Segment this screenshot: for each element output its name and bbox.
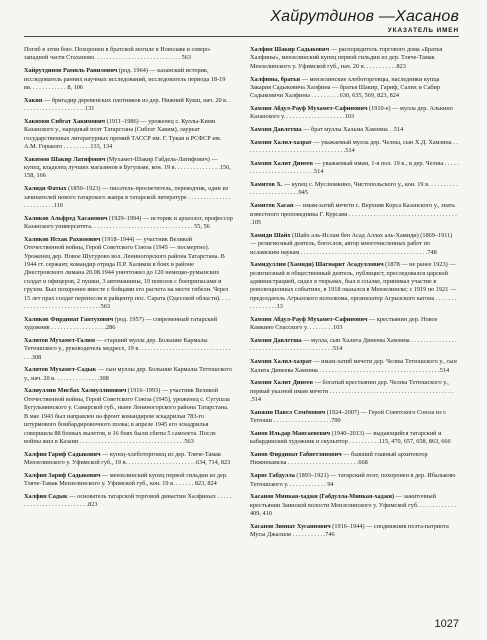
index-entry-description: (1929–1994) — историк и археолог, профессор Казанского университета. . . . . . . . . . . . . . . . . . . . . . . . . . . . . . . . . 55, 56 — [24, 214, 233, 231]
index-entry-name: Хасанов Минкая-хаджи (Габдулла-Минкая-хаджи) — [250, 493, 395, 501]
index-entry-name: Халиков Фирдинат Гантухович — [24, 315, 114, 323]
index-entry — [24, 493, 233, 510]
index-entry-description: — крестьянин дер. Новое Камкино Спасского у. . . . . . . . .103 — [250, 315, 438, 332]
index-entry-description: (1916–1993) — участник Великой Отечественной войны, Герой Советского Союза (1945), уроженец с. Сугушла Бугульминского у. Самарской губ., ныне Лениногорского района Татарстана. В мае 1943 был направлен на фронт командиром эскадрильи 783-го штурмового бомбардировочного полка; в апреле 1945 его эскадрилья совершила 88 боевых вылетов, в 16 боях были сбиты 5 самолета. После войны жил в Казани . . . . . . . . . . . . . . . . . . . . . . . . . . . . . . . . . .563 — [24, 387, 230, 445]
index-entry — [24, 337, 233, 362]
index-entry-text — [250, 126, 459, 134]
index-entry-name: Хакимов Сибгат Хакимович — [24, 117, 106, 125]
index-entry-text — [250, 160, 459, 177]
index-entry — [250, 451, 459, 468]
index-entry — [24, 46, 233, 63]
index-entry-description: (Мухамет-Шакир Габдель-Латифович) — купец, владелец лучших магазинов в Бугульме, кон. 19 в. . . . . . . . . . . . . . .156, 158, 166 — [24, 155, 231, 180]
index-entry-description: — купец с. Муслюмкино, Чистопольского у., кон. 19 в. . . . . . . . . . . . . . . . . . . . . . . . . .945 — [250, 181, 458, 197]
index-entry-name: Хамзин Халил-хазрат — [250, 358, 312, 366]
index-entry-text — [24, 118, 233, 152]
index-entry-text — [24, 236, 233, 312]
index-entry — [24, 387, 233, 446]
index-entry-text — [24, 316, 233, 333]
index-entry-description: — распорядитель торгового дома «Братья Халфины», мензелинский купец первой гильдии из дер. Тляче-Тамак Мензелинского у. Уфимской губ., нач. 20 в. . . . . . . . . . .823 — [250, 46, 443, 70]
index-entry-text — [250, 451, 459, 468]
index-entry-description: — бывший главный архитектор Нижнекамска . . . . . . . . . . . . . . . . . . . . . . .668 — [250, 451, 428, 467]
index-entry-name: Ханжин Павел Семёнович — [250, 408, 326, 416]
index-entry-description: — уважаемый мулла дер. Челны, сын Х.Д. Хамзина . . . . . . . . . . . . . . . . . . . . . . . . . . . . . . . . .514 — [250, 138, 458, 155]
index-entry-description: (род. 1964) — казанский историк, исследователь ранних научных исследований, исследователь периода 18-19 вв. . . . . . . . . . . . 8, 106 — [24, 67, 226, 91]
index-entry-description: — брат муллы Хальма Хамзина . .514 — [303, 126, 404, 134]
index-entry-description: — мулла, сын Халита Динеева Хамзина . . . . . . . . . . . . . . . . . . . . . . . . . . . . . . . . . . . . . . . . . .514 — [250, 337, 457, 353]
index-entry-description: — старший мулла дер. Большие Кармалы Тетюшского у., руководитель медресе, 19 в. . . . . . . . . . . . . . . . . . . . . . . . . . . . . . . . .308 — [24, 336, 231, 361]
index-entry — [250, 202, 459, 227]
index-entry-text — [250, 46, 459, 71]
index-entry-text — [250, 232, 459, 257]
index-entry-text — [24, 156, 233, 181]
index-entry — [250, 181, 459, 198]
index-entry — [250, 379, 459, 404]
index-entry — [250, 337, 459, 354]
index-entry-name: Хакин — [24, 96, 43, 104]
index-entry-name: Халитов Мухамет-Садык — [24, 366, 97, 374]
index-entry — [250, 523, 459, 540]
index-entry-text — [24, 493, 233, 510]
index-entry — [250, 46, 459, 71]
index-entry — [24, 451, 233, 468]
index-entry-text — [24, 472, 233, 489]
index-entry-name: Хамзин Халит Динеев — [250, 159, 314, 167]
index-entry-text — [250, 337, 459, 354]
index-entry — [24, 472, 233, 489]
index-entry-description: (1911–1986) — уроженец с. Куллы-Кими Казанского у., народный поэт Татарстана (Сибгат Хаким), лауреат государственных литературных премий ТАССР им. Г. Тукая и РСФСР им. А.М. Горького . . . . . . . . .133, 134 — [24, 117, 222, 150]
index-entry-description: — зажиточный крестьянин Заинской волости Мензелинского у. Уфимской губ. . . . . . . . . . . . . 409, 410 — [250, 493, 456, 518]
index-entry-name: Халфин Гариф Садыкович — [24, 450, 101, 458]
index-entry-text — [24, 337, 233, 362]
index-entry-text — [250, 409, 459, 426]
index-entry-text — [250, 523, 459, 540]
index-entry-name: Хамзин Давлетша — [250, 126, 302, 134]
index-entry-name: Халиков Исхак Рахимович — [24, 235, 101, 243]
index-entry-name: Халитов Мухамет-Галим — [24, 336, 95, 344]
index-entry — [250, 493, 459, 518]
index-entry — [24, 215, 233, 232]
index-entry-description: — основатель татарской торговой династии Халфиных . . . . . . . . . . . . . . . . . . . . . . . . . .823 — [24, 492, 232, 509]
index-entry-name: Хакимов Шакир Латифович — [24, 155, 106, 163]
index-entry-text — [250, 430, 459, 447]
index-entry-description: — имам-хатиб мечети с. Верхняя Корса Казанского у., знать известного проповедника Г. Курсави . . . . . . . . . . . . . . . . . . . . . . . . . . . . . . . . . . . .105 — [250, 202, 457, 226]
index-entry-description: Погиб в этом бою. Похоронен в братской могиле в Новолаве в северо-западной части Стаханово. . . . . . . . . . . . . . . . . . . . . . . . . . . . 563 — [24, 46, 212, 62]
index-entry-name: Хасанов Зиннат Хусаинович — [250, 522, 331, 530]
index-entry-name: Хамидуллин (Хамиди) Шагиарит Асадуллович — [250, 261, 384, 269]
index-entry-text — [250, 181, 459, 198]
index-entry-description: — мензелинский купец первой гильдии из дер. Тляче-Тамак Мензелинского у. Уфимской губ., кон. 19 в. . . . . . . 823, 824 — [24, 471, 228, 488]
index-entry-description: — купец-хлеботорговец из дер. Тляче-Тамак Мензелинского у. Уфимской губ., 19 в. . . . . . . . . . . . . . . . . . . . . . .634, 714, 823 — [24, 450, 231, 467]
index-entry-text — [24, 451, 233, 468]
index-entry-text — [250, 261, 459, 311]
index-entry — [250, 316, 459, 333]
index-entry-name: Хайрутдинов Рамиль Раиилович — [24, 67, 118, 75]
index-entry-description: — богатый крестьянин дер. Челны Тетюшского у., первый указной имам мечети . . . . . . . . . . . . . . . . . . . . . . . . . . . . . . . . . . . . . . . . .514 — [250, 379, 454, 404]
index-entry-text — [250, 202, 459, 227]
index-entry-name: Хамитов Х. — [250, 181, 283, 189]
index-entry-text — [250, 472, 459, 489]
index-entry-name: Хамитов Хасан — [250, 202, 294, 210]
index-entry-description: (1893–1921) — татарский поэт, похоронен в дер. Ибальково Тетюшского у. . . . . . . . . . . . . 94 — [250, 472, 456, 488]
index-entry-description: (1916–1944) — сподвижник поэта-патриота Мусы Джалиля . . . . . . . . . . .746 — [250, 522, 449, 539]
index-entry — [250, 261, 459, 311]
section-label: УКАЗАТЕЛЬ ИМЕН — [387, 27, 459, 34]
running-title: Хайрутдинов —Хасанов — [270, 8, 459, 25]
index-entry-text — [250, 379, 459, 404]
index-entry-description: (1918–1944) — участник Великой Отечественной войны, Герой Советского Союза (1945 — посмертно). Уроженец дер. Новое Шугурово вол. Лениногорского района Татарстана. В 1944 гг. сержант, командир отряда П.Р. Халиков в боях в районе Днестровского лимана 20.08.1944 уничтожил до 120 немецко-румынских солдат и офицеров, 2 пушки, 3 автомашины, 19 повозок с боеприпасами и грузом. Был похоронен вместе с бойцами его расчета на месте гибели. Через 15 лет прах солдат перенесли в райцентр пос. Сарата (Одесской области). . . . . . . . . . . . . . . . . . . . . . . . . . . . .563 — [24, 235, 230, 311]
index-entry-description: — уважаемый имам, 1-я пол. 19 в., в дер. Челны . . . . . . . . . . . . . . . . . . . . . . . . . .514 — [250, 159, 459, 176]
index-entry — [250, 139, 459, 156]
index-entry-text — [250, 358, 459, 375]
index-entry-name: Халфин Шакир Садыкович — [250, 46, 330, 53]
index-entry — [24, 156, 233, 181]
index-entry-text — [24, 215, 233, 232]
index-entry-name: Халиуллин Мисбах Халиуллинович — [24, 387, 127, 395]
index-column-right — [250, 46, 459, 544]
index-entry-name: Хамзин Давлетша — [250, 337, 302, 345]
index-entry — [24, 118, 233, 152]
index-entry — [250, 126, 459, 134]
index-entry-text — [24, 185, 233, 210]
index-entry-description: (1878 — не ранее 1923) — религиозный и общественный деятель, публицист, преследовался царской администрацией, сидел в тюрьмах, был в ссылке, принимал участие в революционных событиях, в 1918 оказался в Мензелинске; с 1919 по 1921 — председатель Агрызского исполкома, организатор Агрызского катона . . . . . . . . . . . . . . . .13 — [250, 261, 457, 311]
index-entry — [24, 97, 233, 114]
index-entry-description: (1910-е) — мулла дер. Алькино Казанского у. . . . . . . . . . . . . . . . . . . .103 — [250, 105, 453, 121]
index-entry-name: Хамзин Халил-хазрат — [250, 138, 312, 146]
index-entry-text — [24, 97, 233, 114]
index-entry-description: (Шайх аль-Ислам бен Асад Аллах аль-Хамиди) (1869–1911) — религиозный деятель, богослов, автор многочисленных работ по исламским наукам . . . . . . . . . . . . . . . . . . . . . . . . . . . . . . . . . . . . . . . . .748 — [250, 231, 453, 256]
index-entry-name: Ханов Фирдинат Габиетзянович — [250, 451, 342, 458]
index-entry-description: (род. 1957) — современный татарский художник . . . . . . . . . . . . . . . . . .286 — [24, 315, 218, 332]
index-entry-text — [24, 366, 233, 383]
index-entry-name: Харис Габдулла — [250, 472, 295, 480]
index-entry — [250, 232, 459, 257]
index-entry — [24, 366, 233, 383]
index-entry — [250, 358, 459, 375]
index-entry — [24, 185, 233, 210]
index-entry-name: Халиков Альфред Хасанович — [24, 214, 108, 222]
index-entry-name: Халфины, братья — [250, 75, 301, 83]
index-column-left — [24, 46, 233, 514]
index-entry — [24, 67, 233, 92]
index-entry — [24, 236, 233, 312]
index-entry — [250, 430, 459, 447]
index-entry-description: — сын муллы дер. Большие Кармалы Тетюшского у., нач. 20 в. . . . . . . . . . . . . . .308 — [24, 366, 232, 382]
index-entry-text — [250, 76, 459, 101]
index-entry-text — [24, 67, 233, 92]
running-header — [24, 6, 459, 37]
index-entry-text — [250, 493, 459, 518]
index-entry-description: (1940–2013) — выдающийся татарский и кабардинский художник и скульптор . . . . . . . . . .115, 470, 657, 658, 863, 666 — [250, 429, 451, 446]
index-entry-description: (1850–1923) — писатель-просветитель, переводчик, один из зачинателей нового татарского жанра в татарской литературе . . . . . . . . . . . . . . . . . . . . . . . .110 — [24, 185, 231, 209]
index-entry — [250, 76, 459, 101]
index-entry-name: Халфин Садык — [24, 492, 68, 500]
index-entry-name: Ханов Ильдар Мансаевевич — [250, 429, 331, 437]
index-entry-name: Хамзин Абдул-Рауф Мухамет-Сафинович — [250, 315, 368, 323]
page-number: 1027 — [434, 618, 459, 630]
index-entry-text — [24, 46, 233, 63]
index-entry-description: — мензелинские хлеботорговцы, наследники купца Закария Садыковича Халфина — братья Шакир, Гариф, Салих и Сабир Садыковичи Халфины . . . . . . . . . 630, 635, 569, 823, 824 — [250, 75, 440, 100]
index-entry — [250, 472, 459, 489]
index-entry-description: — бригадир деревенских плотников из дер. Нижний Кукш, нач. 20 в. . . . . . . . . . . . . . . . . . . . . .131 — [24, 96, 231, 113]
index-entry-name: Халфин Зариф Садыкович — [24, 471, 101, 479]
index-entry-name: Хамзин Абдул-Рауф Мухамет-Сафинович — [250, 105, 368, 113]
index-entry-text — [24, 387, 233, 446]
index-entry-name: Хамиди Шайх — [250, 231, 291, 239]
index-entry — [24, 316, 233, 333]
index-entry-text — [250, 139, 459, 156]
index-entry-description: — имам-хатиб мечети дер. Челны Тетюшского у., сын Халита Динеева Хамзина . . . . . . . . . . . . . . . . . . . . . . . . . . . . . . . . . . . . . . .514 — [250, 358, 457, 374]
index-entry — [250, 105, 459, 122]
index-entry-text — [250, 105, 459, 122]
index-entry-name: Халиди Фатых — [24, 185, 67, 193]
index-entry-name: Хамзин Халит Динеев — [250, 379, 314, 387]
index-entry-description: (1924–2007) — Герой Советского Союза из г. Тетюши . . . . . . . . . . . . . . . . . . .790 — [250, 408, 447, 425]
index-entry — [250, 409, 459, 426]
index-entry — [250, 160, 459, 177]
index-entry-text — [250, 316, 459, 333]
